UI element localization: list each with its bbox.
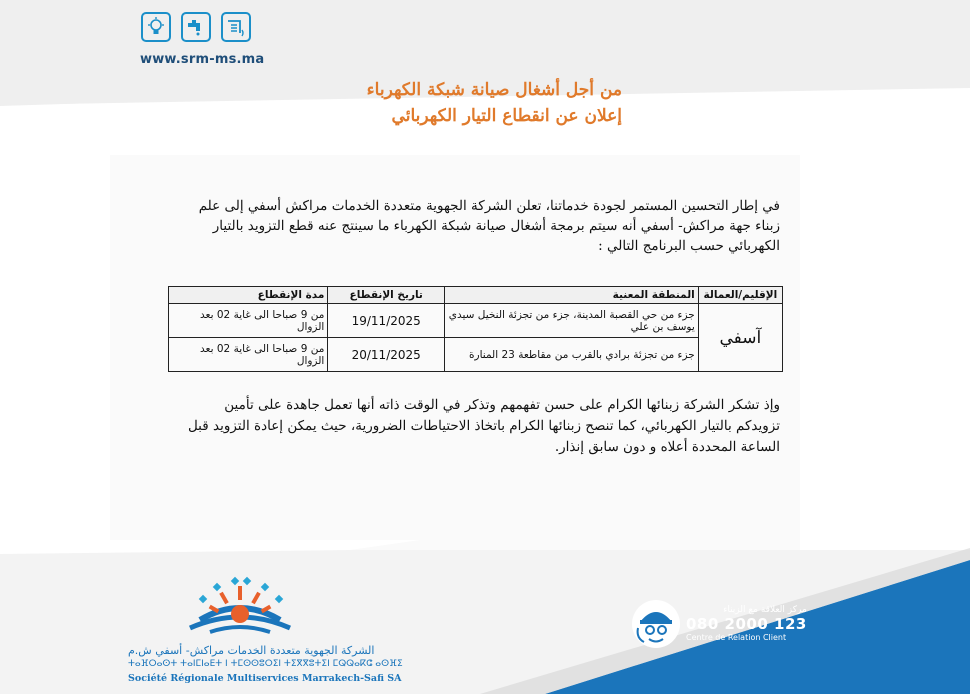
footer-band (0, 540, 970, 694)
customer-service-mascot-icon (630, 598, 682, 650)
company-logo-icon (180, 576, 300, 644)
title-maintenance: من أجل أشغال صيانة شبكة الكهرباء (366, 80, 622, 100)
table-header-row (169, 287, 783, 304)
title-outage-announcement: إعلان عن انقطاع التيار الكهربائي (391, 106, 622, 126)
header-duration: مدة الإنقطاع (169, 287, 328, 304)
header-date: تاريخ الإنقطاع (328, 287, 445, 304)
date-cell: 19/11/2025 (328, 304, 445, 338)
website-link[interactable]: www.srm-ms.ma (140, 52, 265, 67)
area-cell: جزء من حي القصبة المدينة، جزء من تجزئة النخيل سيدي يوسف بن علي (445, 304, 699, 338)
contact-block (686, 605, 807, 642)
company-name-french: Société Régionale Multiservices Marrakech-Safi SA (128, 673, 402, 684)
company-name-tifinagh: ⵜⴰⴼⵔⴰⵙⵜ ⵜⴰⵏⵎⵏⴰⴹⵜ ⵏ ⵜⵎⵙⵙⵓⵔⵉⵏ ⵜⵉⴳⴳⵓⵜⵉⵏ ⵎⵕⵕⴰⴽⵛ ⴰⵙⴼⵉ (128, 659, 403, 669)
duration-cell: من 9 صباحا الى غاية 02 بعد الزوال (169, 304, 328, 338)
closing-paragraph: وإذ تشكر الشركة زبنائها الكرام على حسن تفهمهم وتذكر في الوقت ذاته أنها تعمل جاهدة على تأمين تزويدكم بالتيار الكهربائي، كما تنصح زبنائها الكرام باتخاذ الاحتياطات الضرورية، حيث يمكن إعادة التزويد قبل الساعة المحددة أعلاه و دون سابق إنذار. (187, 397, 780, 455)
table-row (169, 304, 783, 338)
outage-schedule-table (168, 286, 783, 372)
company-name-arabic: الشركة الجهوية متعددة الخدمات مراكش- أسفي ش.م (128, 644, 375, 657)
header-area: المنطقة المعنية (445, 287, 699, 304)
service-icons (141, 12, 251, 42)
contact-phone[interactable]: 080 2000 123 (686, 615, 807, 633)
region-cell (698, 304, 782, 372)
lightbulb-icon (141, 12, 171, 42)
water-tap-icon (181, 12, 211, 42)
contact-label: مركز العلاقة مع الزبناء (723, 605, 807, 615)
area-cell: جزء من تجزئة برادي بالقرب من مقاطعة 23 المنارة (445, 338, 699, 372)
region-value: آسفي (719, 327, 762, 348)
contact-subtitle: Centre de Relation Client (686, 633, 787, 642)
date-cell: 20/11/2025 (328, 338, 445, 372)
header-region: الإقليم/العمالة (698, 287, 782, 304)
table-row (169, 338, 783, 372)
sanitation-icon (221, 12, 251, 42)
duration-cell: من 9 صباحا الى غاية 02 بعد الزوال (169, 338, 328, 372)
intro-paragraph: في إطار التحسين المستمر لجودة خدماتنا، تعلن الشركة الجهوية متعددة الخدمات مراكش أسفي إلى علم زبناء جهة مراكش- أسفي أنه سيتم برمجة أشغال صيانة شبكة الكهرباء ما سينتج عنه قطع التزويد بالتيار الكهربائي حسب البرنامج التالي : (198, 198, 780, 254)
